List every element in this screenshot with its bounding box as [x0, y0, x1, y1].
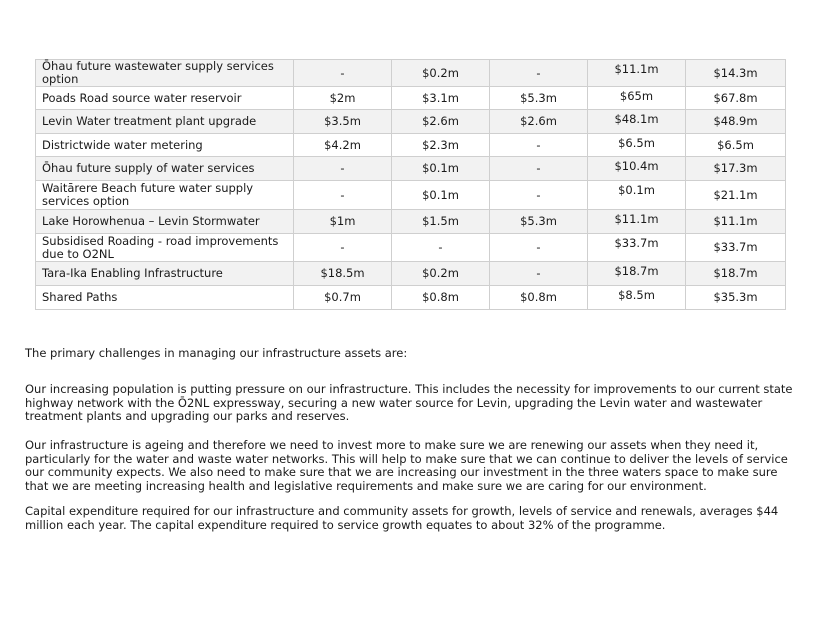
project-name: Shared Paths: [36, 286, 294, 310]
value-cell: $33.7m: [588, 234, 686, 262]
value-cell: -: [294, 60, 392, 87]
value-cell: -: [490, 234, 588, 262]
value-cell: -: [490, 157, 588, 181]
project-name: Subsidised Roading - road improvements due to O2NL: [36, 234, 294, 262]
value-cell: $10.4m: [588, 157, 686, 181]
value-cell: $6.5m: [588, 134, 686, 157]
project-name: Lake Horowhenua – Levin Stormwater: [36, 210, 294, 234]
value-cell: $2m: [294, 87, 392, 110]
table-row: [36, 60, 786, 87]
population-paragraph: Our increasing population is putting pressure on our infrastructure. This includes the necessity for improvements to our current state highway network with the Ō2NL expressway, securing a new water source for Levin, upgrading the Levin water and wastewater treatment plants and upgrading our parks and reserves.: [25, 382, 793, 424]
value-cell: $18.7m: [588, 262, 686, 286]
capex-paragraph: Capital expenditure required for our infrastructure and community assets for growth, levels of service and renewals, averages $44 million each year. The capital expenditure required to service growth equates to about 32% of the programme.: [25, 504, 779, 532]
table-row: [36, 262, 786, 286]
value-cell: $35.3m: [686, 286, 786, 310]
value-cell: $2.6m: [490, 110, 588, 134]
value-cell: $3.5m: [294, 110, 392, 134]
value-cell: $18.5m: [294, 262, 392, 286]
value-cell: $1m: [294, 210, 392, 234]
value-cell: $14.3m: [686, 60, 786, 87]
value-cell: $0.2m: [392, 60, 490, 87]
value-cell: -: [490, 181, 588, 210]
table-row: [36, 181, 786, 210]
table-row: [36, 210, 786, 234]
value-cell: $2.3m: [392, 134, 490, 157]
project-name: Waitārere Beach future water supply services option: [36, 181, 294, 210]
value-cell: $8.5m: [588, 286, 686, 310]
value-cell: $5.3m: [490, 210, 588, 234]
project-name: Tara-Ika Enabling Infrastructure: [36, 262, 294, 286]
project-name: Poads Road source water reservoir: [36, 87, 294, 110]
value-cell: $3.1m: [392, 87, 490, 110]
value-cell: $17.3m: [686, 157, 786, 181]
value-cell: $0.1m: [392, 157, 490, 181]
value-cell: $0.1m: [392, 181, 490, 210]
value-cell: $33.7m: [686, 234, 786, 262]
value-cell: -: [294, 234, 392, 262]
value-cell: $11.1m: [588, 210, 686, 234]
value-cell: $11.1m: [686, 210, 786, 234]
value-cell: $0.1m: [588, 181, 686, 210]
value-cell: $0.7m: [294, 286, 392, 310]
intro-paragraph: The primary challenges in managing our infrastructure assets are:: [25, 346, 408, 360]
value-cell: $0.2m: [392, 262, 490, 286]
value-cell: -: [490, 134, 588, 157]
value-cell: $11.1m: [588, 60, 686, 87]
value-cell: -: [490, 262, 588, 286]
value-cell: $21.1m: [686, 181, 786, 210]
value-cell: $4.2m: [294, 134, 392, 157]
project-name: Districtwide water metering: [36, 134, 294, 157]
project-name: Levin Water treatment plant upgrade: [36, 110, 294, 134]
table-row: [36, 286, 786, 310]
value-cell: $48.1m: [588, 110, 686, 134]
value-cell: -: [294, 157, 392, 181]
table-row: [36, 234, 786, 262]
value-cell: $65m: [588, 87, 686, 110]
project-name: Ōhau future supply of water services: [36, 157, 294, 181]
value-cell: -: [392, 234, 490, 262]
value-cell: $5.3m: [490, 87, 588, 110]
value-cell: $2.6m: [392, 110, 490, 134]
value-cell: $18.7m: [686, 262, 786, 286]
value-cell: $48.9m: [686, 110, 786, 134]
table-row: [36, 87, 786, 110]
value-cell: $0.8m: [392, 286, 490, 310]
value-cell: $67.8m: [686, 87, 786, 110]
table-row: [36, 157, 786, 181]
value-cell: -: [490, 60, 588, 87]
table-row: [36, 110, 786, 134]
ageing-paragraph: Our infrastructure is ageing and therefore we need to invest more to make sure we are renewing our assets when they need it, particularly for the water and waste water networks. This will help to make sure that we can continue to deliver the levels of service our community expects. We also need to make sure that we are increasing our investment in the three waters space to make sure that we are meeting increasing health and legislative requirements and make sure we are caring for our environment.: [25, 438, 788, 493]
value-cell: $1.5m: [392, 210, 490, 234]
value-cell: $0.8m: [490, 286, 588, 310]
capital-projects-table: [35, 59, 786, 310]
value-cell: -: [294, 181, 392, 210]
project-name: Ōhau future wastewater supply services option: [36, 60, 294, 87]
table-row: [36, 134, 786, 157]
value-cell: $6.5m: [686, 134, 786, 157]
